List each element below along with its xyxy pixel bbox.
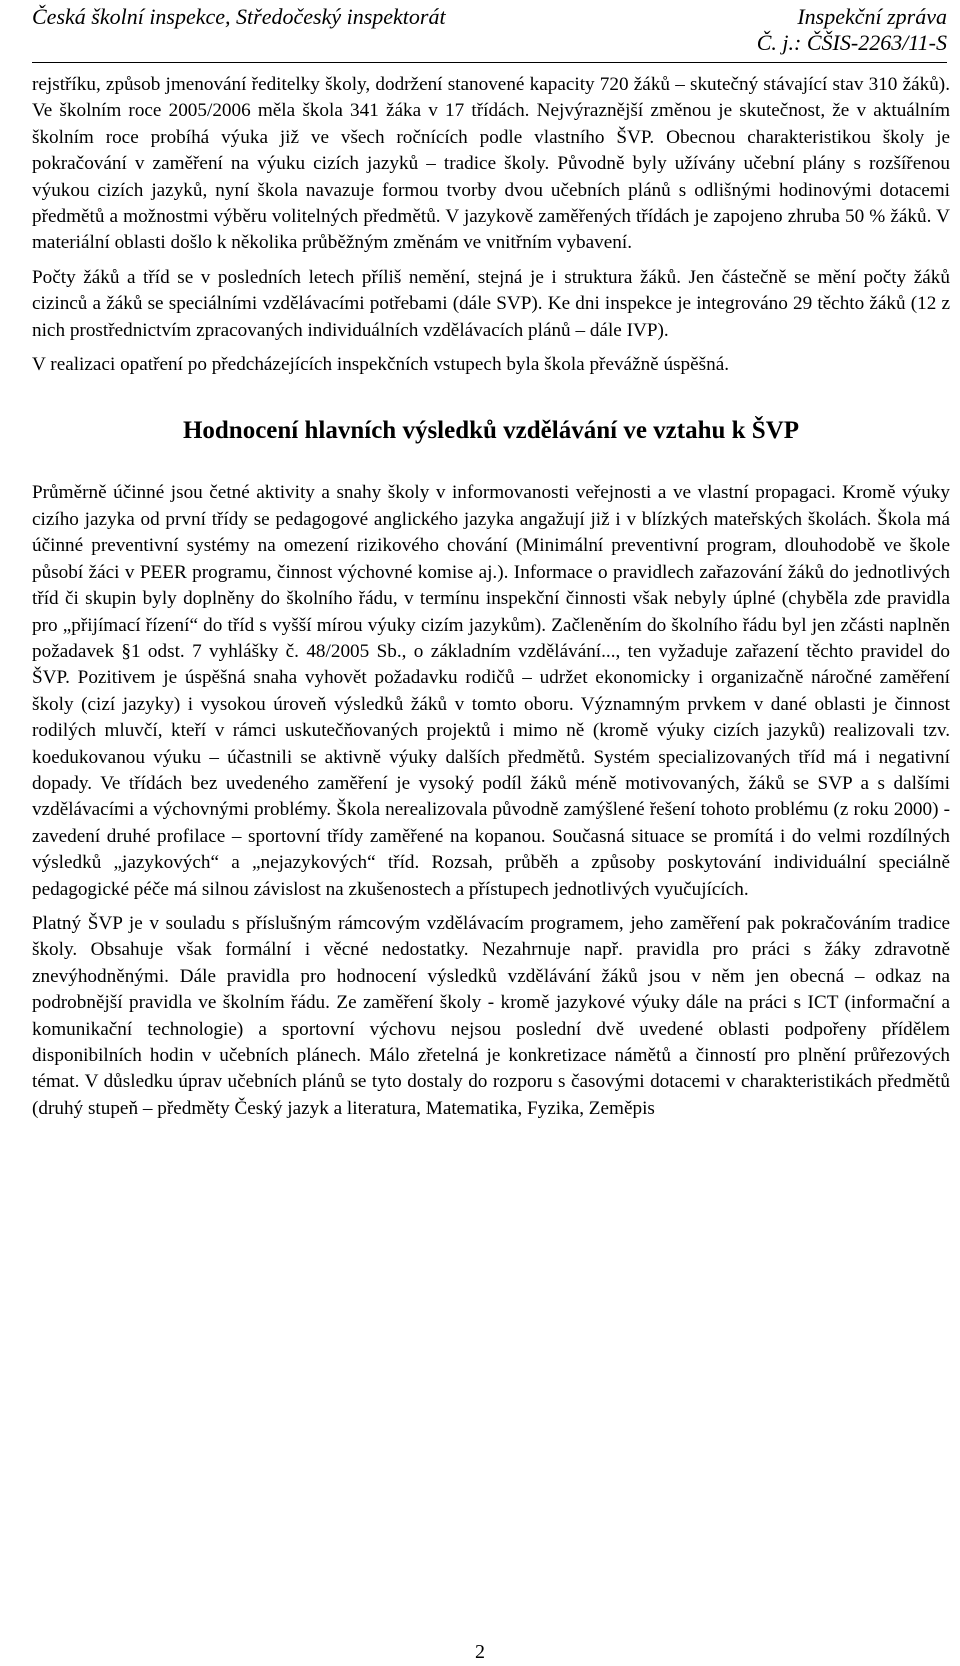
page-header — [0, 0, 960, 68]
header-divider — [32, 62, 947, 63]
header-reference-number: Č. j.: ČŠIS-2263/11-S — [756, 30, 947, 55]
header-organization: Česká školní inspekce, Středočeský inspektorát — [32, 4, 446, 29]
paragraph-section-2: Platný ŠVP je v souladu s příslušným rámcovým vzdělávacím programem, jeho zaměření pak pokračováním tradice školy. Obsahuje však formální i věcné nedostatky. Nezahrnuje např. pravidla pro práci s žáky zdravotně znevýhodněnými. Dále pravidla pro hodnocení výsledků vzdělávání žáků jsou v něm jen obecná – odkaz na podrobnější pravidla ve školním řádu. Ze zaměření školy - kromě jazykové výuky dále na práci s ICT (informační a komunikační technologie) a sportovní výchovu nejsou poslední dvě uvedené oblasti podpořeny přídělem disponibilních hodin v učebních plánech. Málo zřetelná je konkretizace námětů a činností pro plnění průřezových témat. V důsledku úprav učebních plánů se tyto dostaly do rozporu s časovými dotacemi v charakteristikách předmětů (druhý stupeň – předměty Český jazyk a literatura, Matematika, Fyzika, Zeměpis — [32, 912, 950, 1119]
header-report-info — [757, 4, 947, 56]
header-report-title: Inspekční zpráva — [797, 4, 947, 29]
paragraph-intro-1: rejstříku, způsob jmenování ředitelky školy, dodržení stanovené kapacity 720 žáků – skutečný stávající stav 310 žáků). Ve školním roce 2005/2006 měla škola 341 žáka v 17 třídách. Nejvýraznější změnou je skutečnost, že v aktuálním školním roce probíhá výuka již ve všech ročnících podle vlastního ŠVP. Obecnou charakteristikou školy je pokračování v zaměření na výuku cizích jazyků – tradice školy. Původně byly užívány učební plány s rozšířenou výukou cizích jazyků, nyní škola navazuje formou tvorby dvou učebních plánů s odlišnými hodinovými dotacemi předmětů a možnostmi výběru volitelných předmětů. V jazykově zaměřených třídách je zapojeno zhruba 50 % žáků. V materiální oblasti došlo k několika průběžným změnám ve vnitřním vybavení. — [32, 74, 950, 254]
paragraph-intro-3: V realizaci opatření po předcházejících inspekčních vstupech byla škola převážně úspěšná. — [32, 354, 730, 376]
page-number: 2 — [475, 1641, 485, 1663]
section-heading: Hodnocení hlavních výsledků vzdělávání ve vztahu k ŠVP — [182, 417, 800, 445]
document-body — [32, 72, 950, 1122]
paragraph-section-1: Průměrně účinné jsou četné aktivity a snahy školy v informovanosti veřejnosti a ve vlastní propagaci. Kromě výuky cizího jazyka od první třídy se pedagogové anglického jazyka angažují již i v blízkých mateřských školách. Škola má účinné preventivní systémy na omezení rizikového chování (Minimální preventivní program, dlouhodobě ve škole působí žáci v PEER programu, činnost výchovné komise aj.). Informace o pravidlech zařazování žáků do jednotlivých tříd či skupin byly doplněny do školního řádu, v termínu inspekční činnosti však nebyly úplné (chyběla zde pravidla pro „přijímací řízení“ do tříd s vyšší mírou výuky cizím jazykům). Začleněním do školního řádu byl jen zčásti naplněn požadavek §1 odst. 7 vyhlášky č. 48/2005 Sb., o základním vzdělávání..., ten vyžaduje zařazení těchto pravidel do ŠVP. Pozitivem je úspěšná snaha vyhovět požadavku rodičů – udržet ekonomicky i organizačně náročné zaměření školy (cizí jazyky) i vysokou úroveň výsledků žáků v tomto oboru. Významným prvkem v dané oblasti je činnost rodilých mluvčí, kteří v rámci uskutečňovaných projektů i mimo ně (kromě výuky cizích jazyků) realizovali tzv. koedukovanou výuku – účastnili se aktivně výuky dalších předmětů. Systém specializovaných tříd má i negativní dopady. Ve třídách bez uvedeného zaměření je vysoký podíl žáků méně motivovaných, žáků se SVP a s dalšími vzdělávacími a výchovnými problémy. Škola nerealizovala původně zamýšlené řešení tohoto problému (z roku 2000) - zavedení druhé profilace – sportovní třídy zaměřené na kopanou. Současná situace se promítá i do velmi rozdílných výsledků „jazykových“ a „nejazykových“ tříd. Rozsah, průběh a způsoby poskytování individuální speciálně pedagogické péče má silnou závislost na zkušenostech a přístupech jednotlivých vyučujících. — [32, 482, 950, 900]
paragraph-intro-2: Počty žáků a tříd se v posledních letech příliš nemění, stejná je i struktura žáků. Jen částečně se mění počty žáků cizinců a žáků se speciálními vzdělávacími potřebami (dále SVP). Ke dni inspekce je integrováno 29 těchto žáků (12 z nich prostřednictvím zpracovaných individuálních vzdělávacích plánů – dále IVP). — [32, 266, 950, 341]
